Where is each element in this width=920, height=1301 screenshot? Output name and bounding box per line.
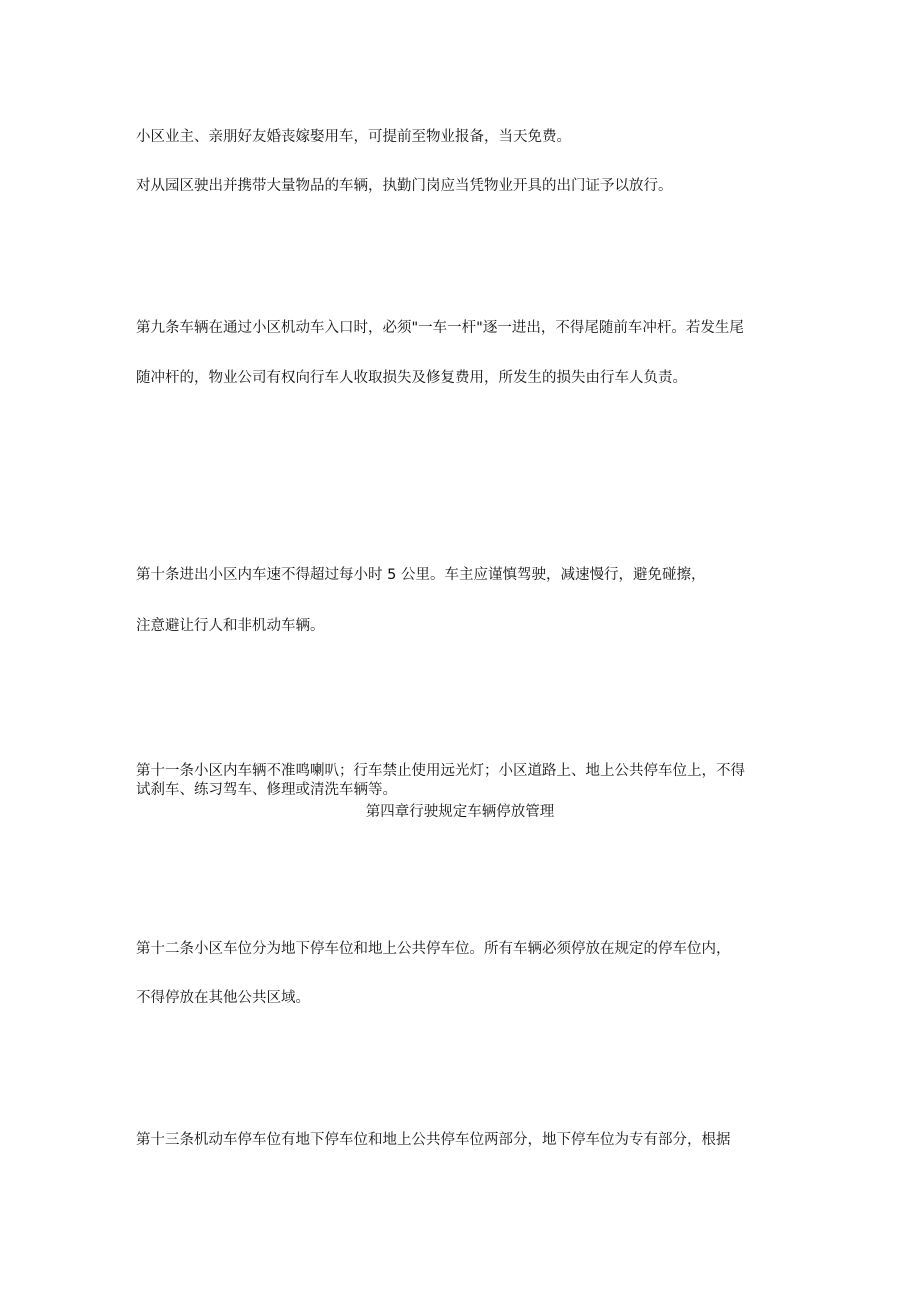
article-11-line-1: 第十一条小区内车辆不准鸣喇叭；行车禁止使用远光灯；小区道路上、地上公共停车位上，不得: [136, 763, 745, 779]
paragraph-line: 小区业主、亲朋好友婚丧嫁娶用车，可提前至物业报备，当天免费。: [136, 129, 571, 145]
article-11-line-2: 试刹车、练习驾车、修理或清洗车辆等。: [136, 782, 397, 798]
article-13-line-1: 第十三条机动车停车位有地下停车位和地上公共停车位两部分，地下停车位为专有部分，根据: [136, 1132, 731, 1148]
article-10-line-2: 注意避让行人和非机动车辆。: [136, 618, 325, 634]
article-12-line-2: 不得停放在其他公共区域。: [136, 990, 310, 1006]
article-9-line-2: 随冲杆的，物业公司有权向行车人收取损失及修复费用，所发生的损失由行车人负责。: [136, 370, 687, 386]
article-12-line-1: 第十二条小区车位分为地下停车位和地上公共停车位。所有车辆必须停放在规定的停车位内，: [136, 941, 731, 957]
paragraph-line: 对从园区驶出并携带大量物品的车辆，执勤门岗应当凭物业开具的出门证予以放行。: [136, 178, 673, 194]
chapter-heading: 第四章行驶规定车辆停放管理: [365, 804, 555, 820]
article-10-line-1: 第十条进出小区内车速不得超过每小时 5 公里。车主应谨慎驾驶，减速慢行，避免碰擦，: [136, 567, 706, 583]
article-9-line-1: 第九条车辆在通过小区机动车入口时，必须"一车一杆"逐一进出，不得尾随前车冲杆。若发生尾: [136, 320, 744, 336]
